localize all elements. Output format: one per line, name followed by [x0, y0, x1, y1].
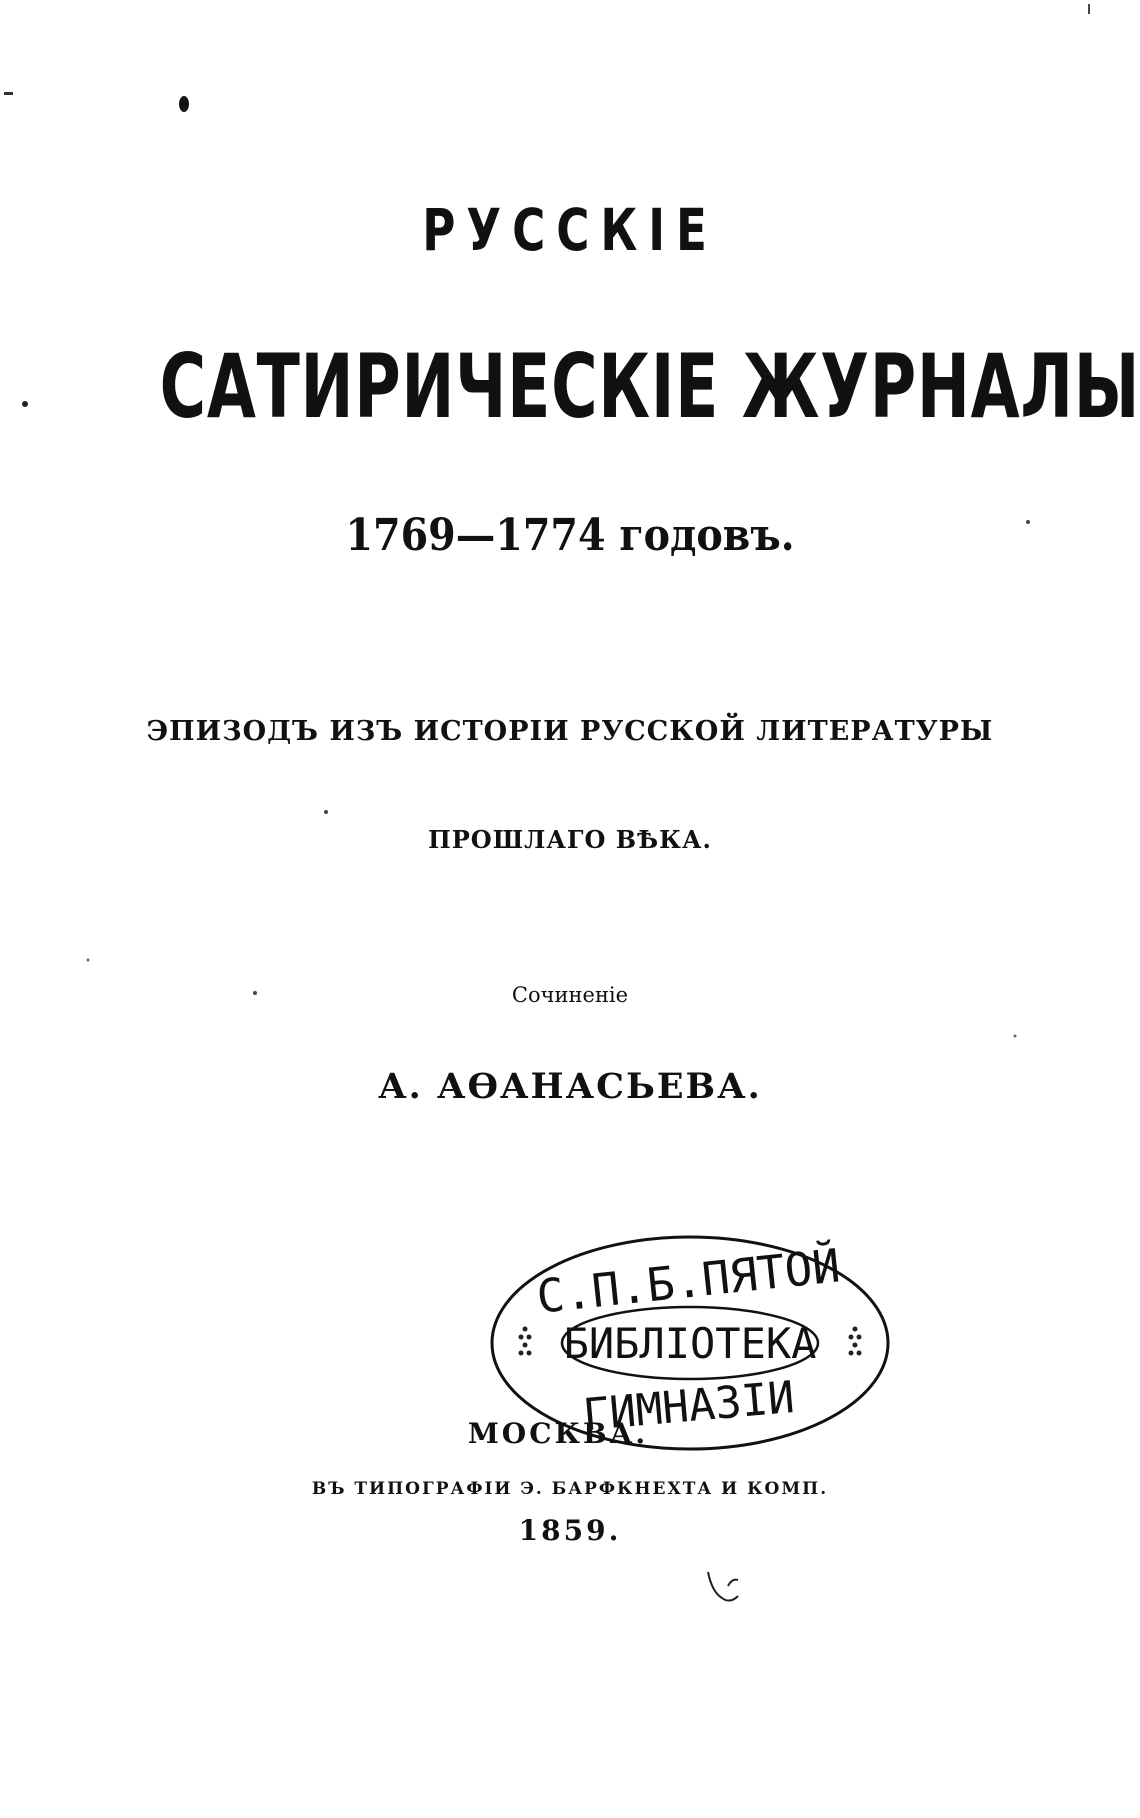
- stamp-top-text: С.П.Б.ПЯТОЙ: [534, 1238, 843, 1324]
- edge-mark-left: [4, 92, 13, 95]
- speck: [1014, 1035, 1017, 1038]
- byline: Сочиненіе: [511, 983, 629, 1007]
- title-line-2: САТИРИЧЕСКІЕ ЖУРНАЛЫ: [159, 335, 1140, 438]
- stamp-ornament-left: [519, 1327, 532, 1356]
- speck: [22, 401, 28, 407]
- subtitle-line-2: ПРОШЛАГО ВѢКА.: [428, 825, 712, 854]
- stamp-ornament-right: [849, 1327, 862, 1356]
- subtitle-line-1: ЭПИЗОДЪ ИЗЪ ИСТОРІИ РУССКОЙ ЛИТЕРАТУРЫ: [146, 716, 994, 747]
- imprint-printer: ВЪ ТИПОГРАФІИ Э. БАРФКНЕХТА И КОМП.: [311, 1479, 829, 1499]
- edge-mark-right: [1088, 4, 1090, 14]
- pencil-mark: [708, 1572, 738, 1601]
- speck: [324, 810, 328, 814]
- stamp-middle-text: БИБЛІОТЕКА: [563, 1319, 817, 1368]
- corner-mark: [179, 96, 189, 112]
- imprint-year: 1859.: [518, 1514, 622, 1547]
- title-years: 1769—1774 годовъ.: [345, 510, 795, 561]
- stamp-bottom-text: ГИМНАЗІИ: [580, 1371, 797, 1442]
- speck: [87, 959, 90, 962]
- library-stamp: [485, 1225, 895, 1455]
- author-name: А. АѲАНАСЬЕВА.: [378, 1066, 762, 1107]
- imprint-city: МОСКВА.: [467, 1417, 649, 1450]
- title-line-1: РУССКІЕ: [422, 196, 718, 264]
